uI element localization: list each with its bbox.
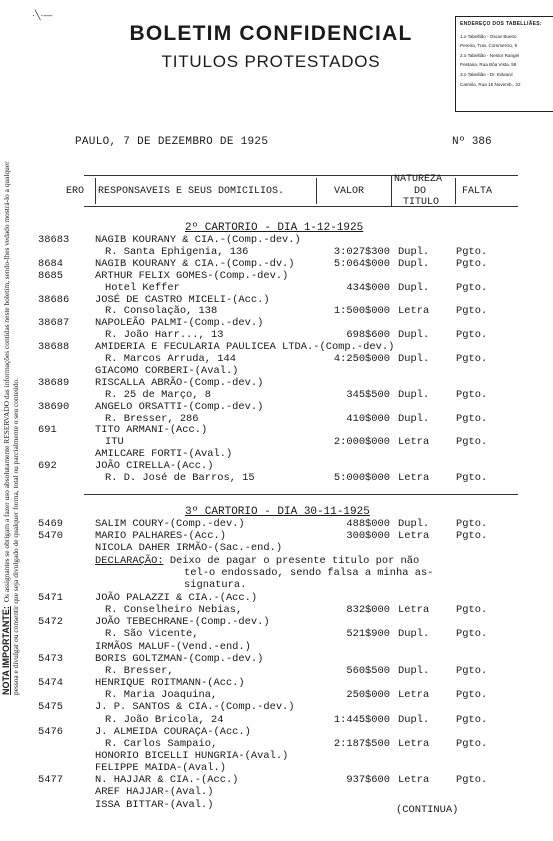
row-falta: Pgto. <box>456 604 488 617</box>
row-name: R. Santa Ephigenia, 136 <box>105 245 249 258</box>
side-note-label: NOTA IMPORTANTE: <box>1 606 11 695</box>
endereco-line: Carmilo, Rua 15 Novemb., 22 <box>460 81 521 87</box>
row-name: JOÃO PALAZZI & CIA.-(Acc.) <box>95 592 258 604</box>
table-row <box>0 329 553 341</box>
col-divider-2 <box>316 178 317 204</box>
header-top-rule <box>84 175 518 176</box>
enderecos-lines <box>460 32 553 90</box>
row-number: 38683 <box>38 234 70 246</box>
col-numero: ERO <box>66 186 85 197</box>
header-bottom-rule <box>84 206 518 207</box>
row-name: GIACOMO CORBERI-(Aval.) <box>95 364 239 377</box>
row-value: 521$900 <box>346 628 390 641</box>
table-row <box>0 282 553 294</box>
table-row <box>0 424 553 436</box>
row-falta: Pgto. <box>456 329 488 342</box>
col-natureza-3: TITULO <box>403 197 440 208</box>
row-nature: Letra <box>398 774 430 787</box>
row-falta: Pgto. <box>456 245 488 258</box>
dateline: PAULO, 7 DE DEZEMBRO DE 1925 <box>75 136 269 148</box>
table-row <box>0 604 553 616</box>
row-name: R. D. José de Barros, 15 <box>105 472 255 484</box>
row-number: 5473 <box>38 652 63 665</box>
table-row <box>0 518 553 530</box>
side-note-body: Os assignantes se obrigam a fazer uso absolutamente RESERVADO das informações contidas neste boletim, sendo-lhes vedado mostrá-lo a qualquer pessoa e divulgar ou consentir que seja divulgado de qualquer forma, total ou parcialmente o seu conteúdo. <box>2 161 20 695</box>
table-row <box>0 270 553 282</box>
row-value: 3:027$300 <box>333 245 390 258</box>
row-nature: Letra <box>398 689 430 702</box>
row-value: 5:064$000 <box>333 257 390 270</box>
row-nature: Letra <box>398 604 430 617</box>
table-row <box>0 665 553 677</box>
row-name: AMIDERIA E FECULARIA PAULICEA LTDA.-(Comp.-dev.) <box>95 341 395 354</box>
row-falta: Pgto. <box>456 353 488 365</box>
declaracao-line-2: tel-o endossado, sendo falsa a minha as- <box>184 567 434 579</box>
row-number: 5475 <box>38 701 63 714</box>
table-row <box>0 377 553 389</box>
row-falta: Pgto. <box>456 530 488 543</box>
table-row <box>0 413 553 425</box>
table-row <box>0 305 553 317</box>
row-name: Hotel Keffer <box>105 281 180 294</box>
table-row <box>0 436 553 448</box>
declaracao-line-3: signatura. <box>184 579 247 591</box>
row-name: ITU <box>105 436 124 449</box>
row-name: TITO ARMANI-(Acc.) <box>95 424 208 437</box>
table-row <box>0 530 553 542</box>
row-name: R. 25 de Março, 8 <box>105 388 212 401</box>
row-name: ANGELO ORSATTI-(Comp.-dev.) <box>95 400 264 413</box>
row-name: N. HAJJAR & CIA.-(Acc.) <box>95 774 239 787</box>
col-divider-4 <box>455 178 456 204</box>
col-natureza-1: NATUREZA <box>394 174 443 185</box>
row-name: R. João Harr..., 13 <box>105 329 224 342</box>
declaracao <box>95 555 419 567</box>
row-falta: Pgto. <box>456 388 488 401</box>
row-name: ISSA BITTAR-(Aval.) <box>95 798 214 811</box>
declaracao-line-1: Deixo de pagar o presente titulo por não <box>169 555 420 567</box>
row-name: R. Bresser, 286 <box>105 412 199 425</box>
table-row <box>0 750 553 762</box>
row-name: SALIM COURY-(Comp.-dev.) <box>95 518 245 530</box>
table-row <box>0 460 553 472</box>
row-value: 345$500 <box>346 388 390 401</box>
row-value: 2:187$500 <box>333 737 390 750</box>
row-number: 5470 <box>38 530 63 543</box>
row-name: R. Carlos Sampaio, <box>105 737 218 750</box>
table-row <box>0 628 553 640</box>
row-falta: Pgto. <box>456 518 488 530</box>
table-row <box>0 641 553 653</box>
row-nature: Dupl. <box>398 412 430 425</box>
row-falta: Pgto. <box>456 412 488 425</box>
row-falta: Pgto. <box>456 713 488 726</box>
row-name: R. Marcos Arruda, 144 <box>105 353 236 365</box>
row-value: 4:250$000 <box>333 353 390 365</box>
row-number: 8685 <box>38 269 63 282</box>
row-falta: Pgto. <box>456 472 488 484</box>
row-number: 38687 <box>38 317 70 330</box>
table-row <box>0 365 553 377</box>
table-row <box>0 341 553 353</box>
row-number: 5471 <box>38 592 63 604</box>
row-number: 5477 <box>38 774 63 787</box>
row-name: AREF HAJJAR-(Aval.) <box>95 786 214 799</box>
row-value: 1:445$000 <box>333 713 390 726</box>
row-value: 937$600 <box>346 774 390 787</box>
row-name: HENRIQUE ROITMANN-(Acc.) <box>95 677 245 690</box>
row-name: FELIPPE MAIDA-(Aval.) <box>95 762 226 775</box>
table-row <box>0 258 553 270</box>
row-number: 38689 <box>38 376 70 389</box>
row-value: 300$000 <box>346 530 390 543</box>
row-falta: Pgto. <box>456 689 488 702</box>
table-row <box>0 714 553 726</box>
row-nature: Letra <box>398 305 430 318</box>
row-nature: Dupl. <box>398 257 430 270</box>
row-number: 38688 <box>38 341 70 354</box>
table-row <box>0 799 553 811</box>
row-nature: Dupl. <box>398 628 430 641</box>
enderecos-box <box>455 16 553 112</box>
table-row <box>0 677 553 689</box>
row-falta: Pgto. <box>456 305 488 318</box>
table-row <box>0 726 553 738</box>
bulletin-subtitle: TITULOS PROTESTADOS <box>161 52 381 71</box>
row-name: NAGIB KOURANY & CIA.-(Comp.-dev.) <box>95 234 301 246</box>
table-row <box>0 701 553 713</box>
row-name: BORIS GOLTZMAN-(Comp.-dev.) <box>95 652 264 665</box>
row-number: 5469 <box>38 518 63 530</box>
col-valor: VALOR <box>334 186 365 197</box>
row-name: R. João Bricola, 24 <box>105 713 224 726</box>
row-name: MARIO PALHARES-(Acc.) <box>95 530 226 543</box>
row-nature: Dupl. <box>398 281 430 294</box>
row-name: R. São Vicente, <box>105 628 199 641</box>
row-name: R. Conselheiro Nebias, <box>105 604 243 617</box>
row-name: IRMÃOS MALUF-(Vend.-end.) <box>95 640 251 653</box>
row-nature: Letra <box>398 436 430 449</box>
row-nature: Letra <box>398 472 430 484</box>
table-row <box>0 738 553 750</box>
section-separator <box>84 494 518 495</box>
row-name: NAGIB KOURANY & CIA.-(Comp.-dv.) <box>95 257 295 270</box>
row-name: HONORIO BICELLI HUNGRIA-(Aval.) <box>95 749 289 762</box>
row-number: 5472 <box>38 616 63 629</box>
row-name: JOSÉ DE CASTRO MICELI-(Acc.) <box>95 293 270 306</box>
row-value: 2:000$000 <box>333 436 390 449</box>
col-natureza-2: DO <box>414 186 427 197</box>
table-row <box>0 234 553 246</box>
row-nature: Dupl. <box>398 518 430 530</box>
section-2-heading: 3º CARTORIO - DIA 30-11-1925 <box>185 506 370 518</box>
row-number: 692 <box>38 460 57 473</box>
endereco-line: 3.o Tabellião - Dr. Edward <box>460 71 513 77</box>
row-name: AMILCARE FORTI-(Aval.) <box>95 448 233 461</box>
corner-mark: ·╲·— <box>32 10 53 20</box>
row-nature: Dupl. <box>398 329 430 342</box>
table-row <box>0 401 553 413</box>
row-nature: Letra <box>398 737 430 750</box>
row-name: ARTHUR FELIX GOMES-(Comp.-dev.) <box>95 269 289 282</box>
row-nature: Dupl. <box>398 664 430 677</box>
table-row <box>0 653 553 665</box>
row-value: 560$500 <box>346 664 390 677</box>
row-falta: Pgto. <box>456 664 488 677</box>
table-row <box>0 542 553 554</box>
row-name: R. Consolação, 138 <box>105 305 218 318</box>
row-number: 5474 <box>38 677 63 690</box>
row-nature: Dupl. <box>398 713 430 726</box>
row-falta: Pgto. <box>456 628 488 641</box>
table-row <box>0 762 553 774</box>
row-falta: Pgto. <box>456 257 488 270</box>
col-falta: FALTA <box>462 186 493 197</box>
row-number: 691 <box>38 424 57 437</box>
row-name: JOÃO TEBECHRANE-(Comp.-dev.) <box>95 616 270 629</box>
row-number: 8684 <box>38 257 63 270</box>
table-row <box>0 389 553 401</box>
table-row <box>0 689 553 701</box>
enderecos-title: ENDEREÇO DOS TABELLIÃES: <box>460 21 542 27</box>
row-name: J. ALMEIDA COURAÇA-(Acc.) <box>95 725 251 738</box>
row-falta: Pgto. <box>456 737 488 750</box>
row-name: J. P. SANTOS & CIA.-(Comp.-dev.) <box>95 701 295 714</box>
row-name: R. Bresser, <box>105 664 174 677</box>
row-number: 38690 <box>38 400 70 413</box>
table-row <box>0 592 553 604</box>
row-number: 38686 <box>38 293 70 306</box>
bulletin-title: BOLETIM CONFIDENCIAL <box>129 22 413 45</box>
table-row <box>0 786 553 798</box>
endereco-line: Pereira, Trav. Commercio, 9 <box>460 43 518 49</box>
row-value: 5:000$000 <box>333 472 390 484</box>
declaracao-label: DECLARAÇÃO: <box>95 555 164 567</box>
continua-note: (CONTINUA) <box>396 804 459 816</box>
row-nature: Dupl. <box>398 245 430 258</box>
row-nature: Letra <box>398 530 430 543</box>
table-row <box>0 616 553 628</box>
row-value: 832$000 <box>346 604 390 617</box>
table-row <box>0 246 553 258</box>
row-value: 1:500$000 <box>333 305 390 318</box>
row-name: RISCALLA ABRÃO-(Comp.-dev.) <box>95 376 264 389</box>
row-value: 698$600 <box>346 329 390 342</box>
row-falta: Pgto. <box>456 774 488 787</box>
col-responsaveis: RESPONSAVEIS E SEUS DOMICILIOS. <box>98 186 285 197</box>
table-row <box>0 774 553 786</box>
section-1-heading: 2º CARTORIO - DIA 1-12-1925 <box>185 222 364 234</box>
col-divider-3 <box>391 175 392 206</box>
row-value: 488$000 <box>346 518 390 530</box>
row-falta: Pgto. <box>456 281 488 294</box>
table-row <box>0 317 553 329</box>
row-nature: Dupl. <box>398 388 430 401</box>
endereco-line: 2.o Tabellião - Nestor Rangel <box>460 52 520 58</box>
table-row <box>0 472 553 484</box>
row-value: 410$000 <box>346 412 390 425</box>
row-name: R. Maria Joaquina, <box>105 689 218 702</box>
table-row <box>0 353 553 365</box>
bulletin-number: Nº 386 <box>452 136 492 148</box>
table-row <box>0 448 553 460</box>
row-number: 5476 <box>38 725 63 738</box>
row-falta: Pgto. <box>456 436 488 449</box>
endereco-line: 1.o Tabellião - Oscar Bueno <box>460 33 517 39</box>
row-name: JOÃO CIRELLA-(Acc.) <box>95 460 214 473</box>
row-name: NICOLA DAHER IRMÃO-(Sac.-end.) <box>95 542 283 555</box>
table-row <box>0 294 553 306</box>
row-value: 250$000 <box>346 689 390 702</box>
row-nature: Dupl. <box>398 353 430 365</box>
row-name: NAPOLEÃO PALMI-(Comp.-dev.) <box>95 317 264 330</box>
row-value: 434$000 <box>346 281 390 294</box>
endereco-line: Pestana, Rua Bôa Vista, 58 <box>460 62 517 68</box>
col-divider-1 <box>95 178 96 204</box>
